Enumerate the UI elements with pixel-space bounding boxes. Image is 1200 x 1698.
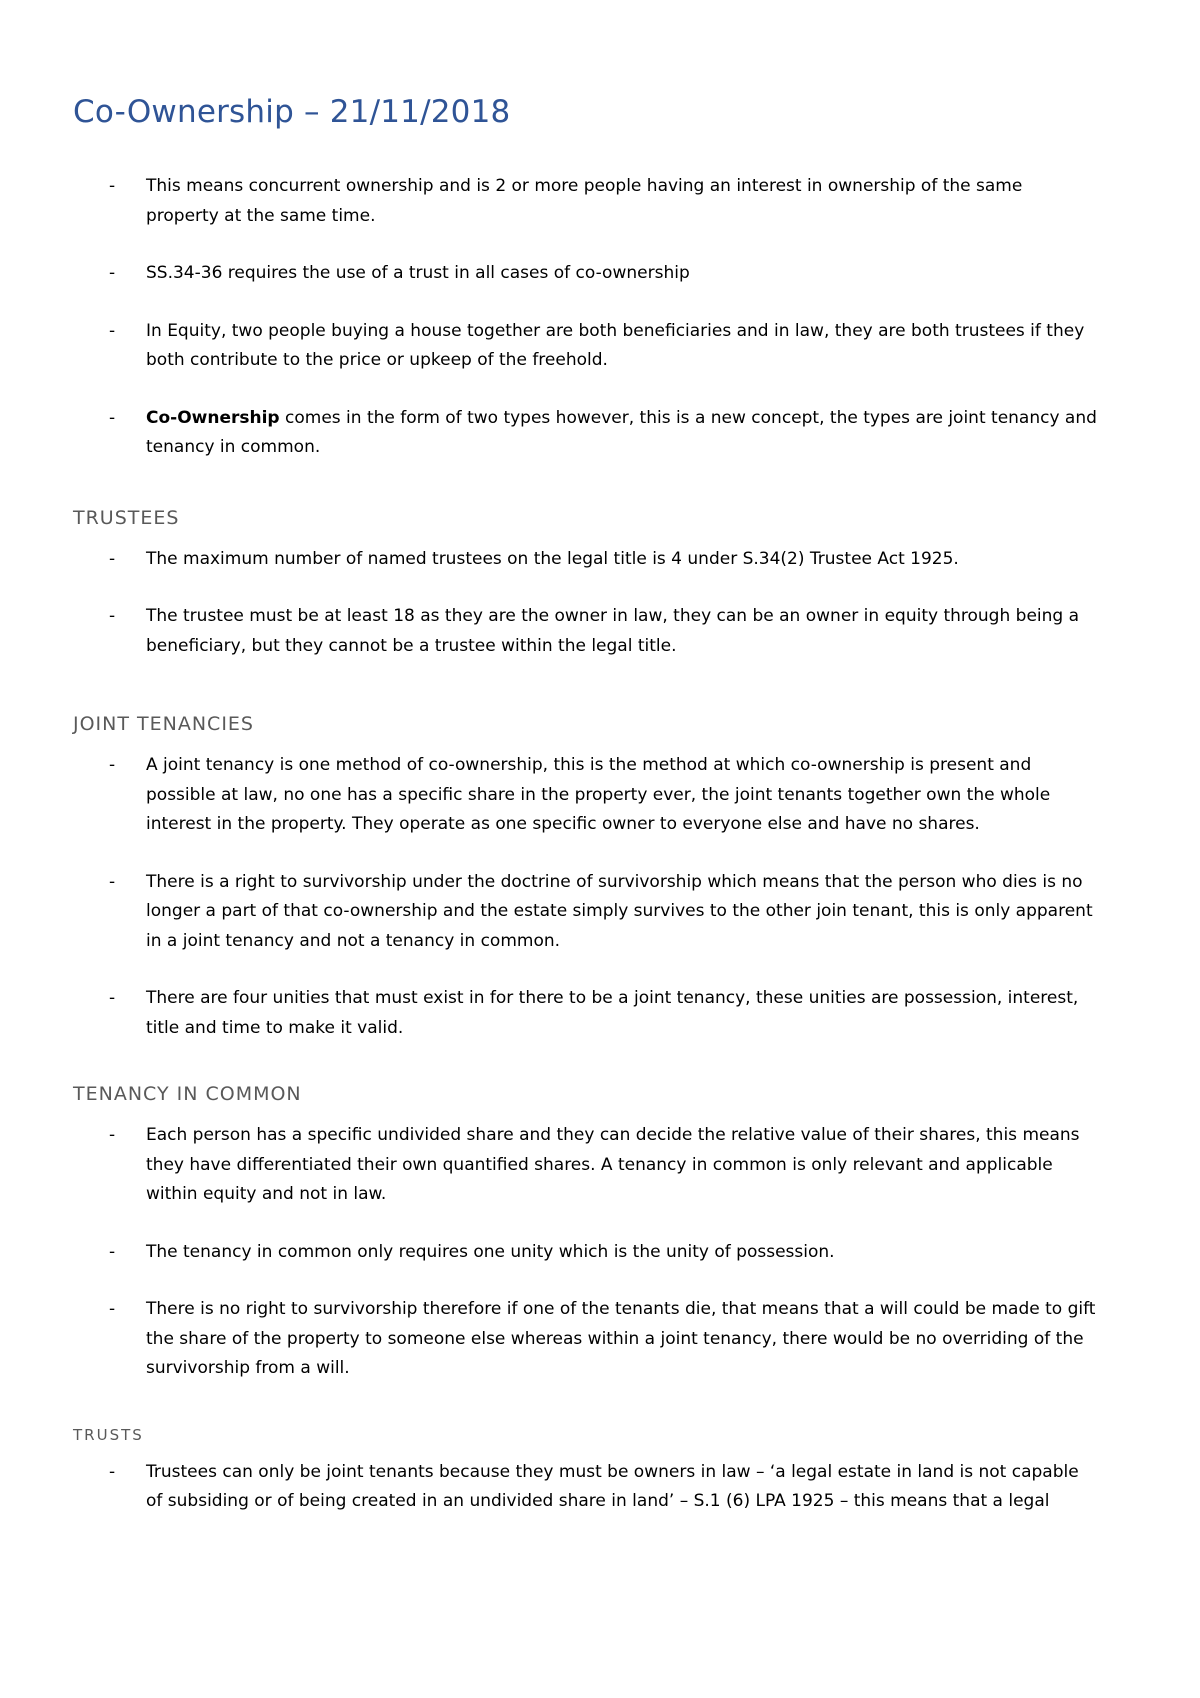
- page-title: Co-Ownership – 21/11/2018: [73, 94, 511, 130]
- bullet-text: There are four unities that must exist in for there to be a joint tenancy, these unities are possession, interest, title and time to make it valid.: [146, 988, 1079, 1038]
- list-item: [73, 317, 1100, 376]
- section-heading-tenancy-in-common: TENANCY IN COMMON: [73, 1083, 302, 1106]
- bullet-dash: -: [109, 1461, 116, 1482]
- bullet-text: comes in the form of two types however, this is a new concept, the types are joint tenancy and tenancy in common.: [146, 407, 1097, 458]
- list-item: [73, 1121, 1100, 1210]
- bullet-dash: -: [109, 1241, 116, 1262]
- bullet-dash: -: [109, 548, 116, 569]
- list-item: [73, 984, 1100, 1043]
- bullet-bold-prefix: Co-Ownership: [146, 407, 280, 428]
- bullet-text: In Equity, two people buying a house together are both beneficiaries and in law, they are both trustees if they both contribute to the price or upkeep of the freehold.: [146, 320, 1085, 371]
- list-item: [73, 172, 1100, 231]
- bullet-text: This means concurrent ownership and is 2 or more people having an interest in ownership of the same property at the same time.: [146, 176, 1023, 226]
- section-heading-joint-tenancies: JOINT TENANCIES: [73, 713, 254, 736]
- bullet-dash: -: [109, 263, 116, 284]
- bullet-dash: -: [109, 988, 116, 1009]
- tenancy-in-common-bullet-list: [73, 1121, 1100, 1384]
- section-heading-trustees: TRUSTEES: [73, 506, 180, 529]
- joint-tenancies-bullet-list: [73, 751, 1100, 1043]
- bullet-text: Trustees can only be joint tenants because they must be owners in law – ‘a legal estate in land is not capable of subsiding or of being created in an undivided share in land’ – S.1 (6) LPA 1925 – this means that a legal: [146, 1461, 1079, 1512]
- list-item: [73, 259, 1100, 289]
- trusts-bullet-list: [73, 1458, 1100, 1517]
- bullet-dash: -: [109, 755, 116, 776]
- bullet-dash: -: [109, 176, 116, 197]
- list-item: [73, 404, 1100, 463]
- bullet-dash: -: [109, 1125, 116, 1146]
- bullet-text: The trustee must be at least 18 as they are the owner in law, they can be an owner in equity through being a beneficiary, but they cannot be a trustee within the legal title.: [146, 606, 1080, 656]
- bullet-text: There is a right to survivorship under the doctrine of survivorship which means that the person who dies is no longer a part of that co-ownership and the estate simply survives to the other join tenant, this is only apparent in a joint tenancy and not a tenancy in common.: [146, 871, 1093, 951]
- intro-bullet-list: [73, 172, 1100, 463]
- trustees-bullet-list: [73, 545, 1100, 662]
- bullet-text: Each person has a specific undivided share and they can decide the relative value of their shares, this means they have differentiated their own quantified shares. A tenancy in common is only relevant and applicable within equity and not in law.: [146, 1125, 1080, 1205]
- bullet-text: SS.34-36 requires the use of a trust in all cases of co-ownership: [146, 263, 690, 284]
- bullet-text: There is no right to survivorship therefore if one of the tenants die, that means that a will could be made to gift the share of the property to someone else whereas within a joint tenancy, there would be no overriding of the survivorship from a will.: [146, 1299, 1096, 1379]
- bullet-dash: -: [109, 1299, 116, 1320]
- list-item: [73, 1458, 1100, 1517]
- bullet-dash: -: [109, 871, 116, 892]
- list-item: [73, 1295, 1100, 1384]
- bullet-dash: -: [109, 407, 116, 428]
- bullet-dash: -: [109, 320, 116, 341]
- bullet-text: The tenancy in common only requires one unity which is the unity of possession.: [146, 1241, 835, 1262]
- list-item: [73, 602, 1100, 661]
- list-item: [73, 1238, 1100, 1268]
- bullet-text: The maximum number of named trustees on the legal title is 4 under S.34(2) Trustee Act 1925.: [146, 548, 959, 569]
- list-item: [73, 545, 1100, 575]
- section-heading-trusts: TRUSTS: [73, 1425, 144, 1444]
- bullet-text: A joint tenancy is one method of co-ownership, this is the method at which co-ownership is present and possible at law, no one has a specific share in the property ever, the joint tenants together own the whole interest in the property. They operate as one specific owner to everyone else and have no shares.: [146, 755, 1051, 835]
- list-item: [73, 868, 1100, 957]
- list-item: [73, 751, 1100, 840]
- bullet-dash: -: [109, 606, 116, 627]
